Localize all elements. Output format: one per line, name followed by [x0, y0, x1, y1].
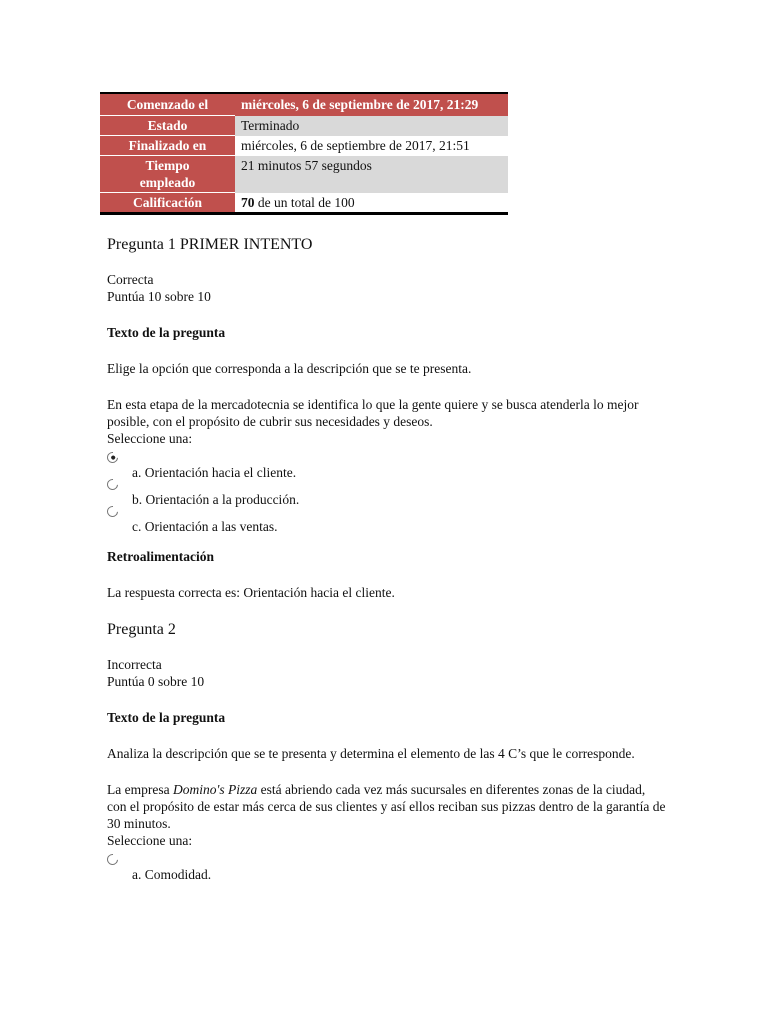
company-name: Domino's Pizza: [172, 782, 258, 797]
grade-total: de un total de 100: [257, 194, 355, 210]
question-1-option-c[interactable]: [107, 511, 667, 538]
finished-value: miércoles, 6 de septiembre de 2017, 21:51: [241, 137, 470, 153]
summary-row-grade: [100, 193, 508, 214]
question-1-select-one: Seleccione una:: [107, 431, 193, 446]
option-label: a. Comodidad.: [132, 867, 212, 882]
option-label: c. Orientación a las ventas.: [132, 519, 278, 534]
time-label: Tiempo empleado: [100, 156, 235, 193]
grade-score: 70: [241, 194, 255, 210]
question-2-title: Pregunta 2: [107, 621, 176, 638]
quiz-review: [107, 234, 667, 886]
radio-icon[interactable]: [105, 852, 120, 867]
state-value: Terminado: [235, 116, 508, 136]
started-label: Comenzado el: [100, 93, 235, 116]
question-1-prompt: Elige la opción que corresponda a la descripción que se te presenta.: [107, 361, 472, 376]
summary-row-started: [100, 93, 508, 116]
summary-row-state: [100, 116, 508, 136]
question-1-text-heading: Texto de la pregunta: [107, 325, 226, 340]
attempt-summary-table: [100, 92, 508, 215]
question-2-status: Incorrecta: [107, 657, 162, 672]
started-value: miércoles, 6 de septiembre de 2017, 21:29: [235, 93, 508, 116]
time-value: 21 minutos 57 segundos: [235, 156, 508, 193]
grade-value: [235, 193, 508, 214]
question-1-body: En esta etapa de la mercadotecnia se identifica lo que la gente quiere y se busca atenderla lo mejor posible, con el propósito de cubrir sus necesidades y deseos.: [107, 397, 639, 429]
question-1-options: [107, 457, 667, 538]
question-1-option-a[interactable]: [107, 457, 667, 484]
question-2-text-heading: Texto de la pregunta: [107, 710, 226, 725]
question-1-title: Pregunta 1 PRIMER INTENTO: [107, 236, 313, 253]
question-2-option-a[interactable]: [107, 859, 667, 886]
option-label: a. Orientación hacia el cliente.: [132, 465, 297, 480]
question-2-points: Puntúa 0 sobre 10: [107, 674, 205, 689]
question-1-points: Puntúa 10 sobre 10: [107, 289, 211, 304]
question-1-option-b[interactable]: [107, 484, 667, 511]
question-2-prompt: Analiza la descripción que se te presenta y determina el elemento de las 4 C’s que le corresponde.: [107, 746, 635, 761]
question-2-body: La empresa Domino's Pizza está abriendo cada vez más sucursales en diferentes zonas de la ciudad, con el propósito de estar más cerca de sus clientes y así ellos reciban sus pizzas dentro de la garantía de 30 minutos.: [107, 782, 666, 831]
question-1-feedback-heading: Retroalimentación: [107, 549, 214, 564]
question-1-feedback: La respuesta correcta es: Orientación hacia el cliente.: [107, 585, 395, 600]
finished-label: Finalizado en: [100, 136, 235, 156]
radio-selected-icon[interactable]: [105, 450, 120, 465]
question-2-select-one: Seleccione una:: [107, 833, 193, 848]
question-1-status: Correcta: [107, 272, 154, 287]
grade-label: Calificación: [100, 193, 235, 214]
question-2-options: [107, 859, 667, 886]
state-label: Estado: [100, 116, 235, 136]
option-label: b. Orientación a la producción.: [132, 492, 300, 507]
summary-row-time: [100, 156, 508, 193]
summary-row-finished: [100, 136, 508, 156]
